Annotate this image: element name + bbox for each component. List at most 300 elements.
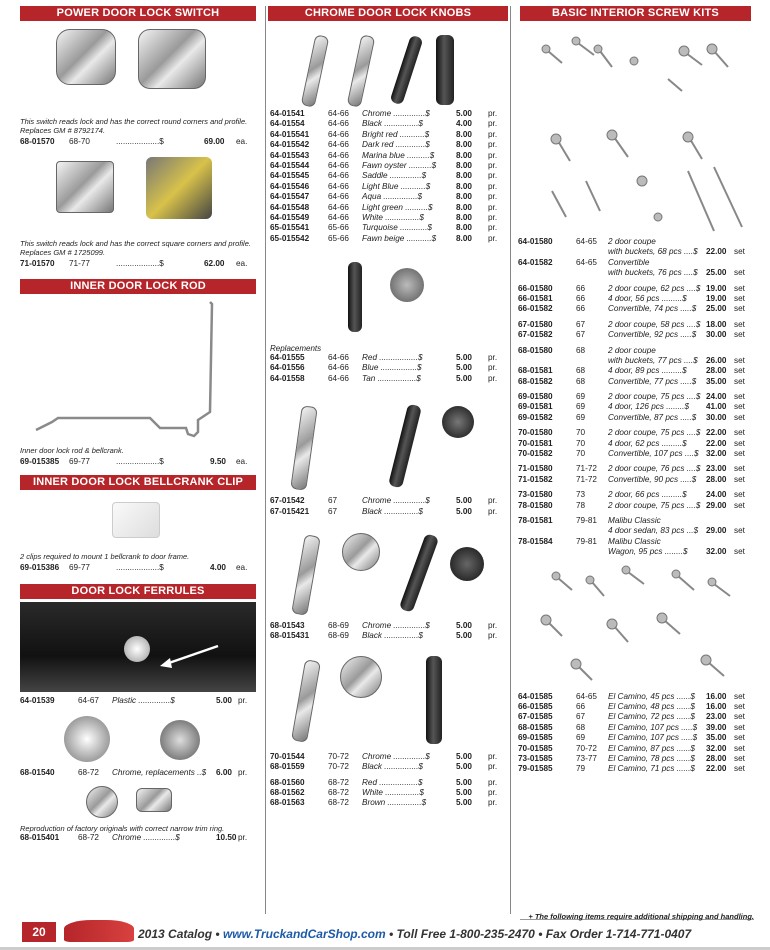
chrome-knob-image xyxy=(301,34,330,107)
part-price: 19.00 xyxy=(706,293,727,303)
part-description: Convertible, 77 pcs .....$ xyxy=(608,376,697,386)
part-price: 8.00 xyxy=(456,129,472,139)
part-price: 28.00 xyxy=(706,474,727,484)
part-price: 5.00 xyxy=(456,506,472,516)
part-description: Malibu Classic xyxy=(608,536,661,546)
chrome-knob-image xyxy=(291,534,321,616)
part-row xyxy=(20,137,256,147)
part-number: 67-01585 xyxy=(518,712,553,722)
part-price: 41.00 xyxy=(706,402,727,412)
knob-top-image xyxy=(390,268,424,302)
part-row xyxy=(270,507,510,517)
part-unit: pr. xyxy=(488,777,498,787)
part-number: 64-015548 xyxy=(270,202,310,212)
knobs-photo-5 xyxy=(266,646,510,752)
part-description: El Camino, 78 pcs ......$ xyxy=(608,753,695,763)
part-years: 69 xyxy=(576,392,586,402)
part-years: 64-66 xyxy=(328,160,349,170)
part-description: Chrome ..............$ xyxy=(112,833,180,843)
part-unit: set xyxy=(734,392,745,402)
page-footer xyxy=(0,914,770,950)
dot-leader: ...................$ xyxy=(116,137,164,146)
black-knob-image xyxy=(426,656,442,744)
part-description: Black ...............$ xyxy=(362,631,423,641)
part-row xyxy=(518,366,753,376)
part-years: 64-66 xyxy=(328,373,349,383)
part-years: 64-66 xyxy=(328,129,349,139)
part-description: 4 door, 56 pcs .........$ xyxy=(608,293,687,303)
part-description: Red .................$ xyxy=(362,777,423,787)
part-number: 64-015543 xyxy=(270,150,310,160)
part-description-line2: 4 door sedan, 83 pcs ...$ xyxy=(608,526,699,536)
part-unit: set xyxy=(734,304,745,314)
screw-kit-list-1 xyxy=(518,237,753,558)
part-price: 8.00 xyxy=(456,160,472,170)
part-years: 68-69 xyxy=(328,621,349,631)
part-number: 64-015546 xyxy=(270,181,310,191)
part-price: 16.00 xyxy=(706,691,727,701)
part-number: 70-01544 xyxy=(270,751,305,761)
part-number: 64-01558 xyxy=(270,373,305,383)
part-unit: pr. xyxy=(488,181,498,191)
part-price: 8.00 xyxy=(456,233,472,243)
part-number: 64-015542 xyxy=(270,140,310,150)
ferrule-ring-image xyxy=(64,716,110,762)
part-unit: set xyxy=(734,712,745,722)
part-description: El Camino, 87 pcs ......$ xyxy=(608,743,695,753)
part-number: 68-01543 xyxy=(270,621,305,631)
part-price: 62.00 xyxy=(204,259,225,269)
part-row xyxy=(518,702,753,712)
part-description: El Camino, 45 pcs ......$ xyxy=(608,691,695,701)
website-link[interactable]: www.TruckandCarShop.com xyxy=(222,927,386,941)
screws-image xyxy=(518,562,753,692)
part-description: Turquoise ............$ xyxy=(362,223,432,233)
part-row xyxy=(518,428,753,438)
part-unit: set xyxy=(734,500,745,510)
part-number: 67-01542 xyxy=(270,496,305,506)
part-unit: pr. xyxy=(488,140,498,150)
dot-leader: ...................$ xyxy=(116,563,164,573)
part-number: 68-01580 xyxy=(518,345,553,355)
part-description: Chrome ..............$ xyxy=(362,109,430,118)
part-number: 78-01580 xyxy=(518,500,553,510)
part-price: 19.00 xyxy=(706,283,727,293)
part-number: 71-01582 xyxy=(518,474,553,484)
part-row xyxy=(270,788,510,798)
part-description: Red .................$ xyxy=(362,353,423,363)
part-price: 6.00 xyxy=(216,767,232,777)
part-unit: pr. xyxy=(488,751,498,761)
part-row xyxy=(270,496,510,506)
part-years: 65-66 xyxy=(328,223,349,233)
knobs-list-3 xyxy=(266,496,510,517)
part-row xyxy=(270,130,510,140)
part-number: 64-015541 xyxy=(270,129,310,139)
part-row xyxy=(270,109,510,119)
part-price: 4.00 xyxy=(456,119,472,129)
part-number: 69-01581 xyxy=(518,402,553,412)
part-years: 79 xyxy=(576,764,586,774)
part-description: 2 door coupe, 75 pcs ....$ xyxy=(608,392,701,402)
screw-kit-photo-2 xyxy=(518,562,753,692)
part-number: 64-01555 xyxy=(270,353,305,363)
switch-square-front-image xyxy=(56,161,114,213)
part-description-line2: Wagon, 95 pcs ........$ xyxy=(608,547,688,557)
part-row xyxy=(270,374,510,384)
part-years: 64-66 xyxy=(328,212,349,222)
part-description: Chrome, replacements ..$ xyxy=(112,767,207,777)
part-number: 66-01580 xyxy=(518,283,553,293)
part-unit: pr. xyxy=(238,767,248,777)
part-years: 64-66 xyxy=(328,150,349,160)
part-number: 78-01584 xyxy=(518,536,553,546)
part-years: 67 xyxy=(576,712,586,722)
part-number: 64-01554 xyxy=(270,119,305,129)
part-row xyxy=(270,140,510,150)
part-years: 68 xyxy=(576,376,586,386)
bellcrank-clip-image xyxy=(112,502,160,538)
part-description: Chrome ..............$ xyxy=(362,751,430,761)
part-years: 64-67 xyxy=(78,695,99,705)
column-middle xyxy=(265,6,511,914)
part-years: 64-65 xyxy=(576,257,597,267)
knobs-photo-4 xyxy=(266,521,510,621)
part-row xyxy=(518,346,753,367)
part-years: 67 xyxy=(328,496,338,506)
part-years: 64-66 xyxy=(328,119,349,129)
part-price: 8.00 xyxy=(456,140,472,150)
part-price: 5.00 xyxy=(456,353,472,363)
ferrule-chrome-photo xyxy=(20,778,256,824)
replacements-label: Replacements xyxy=(270,344,322,354)
part-row xyxy=(518,439,753,449)
section-header-chrome-knobs: CHROME DOOR LOCK KNOBS xyxy=(268,6,508,21)
part-price: 69.00 xyxy=(204,137,225,146)
part-number: 66-01585 xyxy=(518,701,553,711)
part-row xyxy=(518,723,753,733)
part-unit: pr. xyxy=(488,171,498,181)
part-row xyxy=(518,712,753,722)
screws-image xyxy=(518,21,753,237)
part-years: 68 xyxy=(576,722,586,732)
part-description: 2 door coupe, 62 pcs ....$ xyxy=(608,283,701,293)
part-price: 5.00 xyxy=(456,109,472,118)
part-number: 68-01581 xyxy=(518,366,553,376)
part-description: 2 door coupe xyxy=(608,237,656,246)
part-years: 78 xyxy=(576,500,586,510)
part-years: 69-77 xyxy=(69,456,90,466)
part-unit: set xyxy=(734,490,745,500)
part-number: 68-01540 xyxy=(20,767,55,777)
part-number: 64-01580 xyxy=(518,237,553,246)
part-row xyxy=(518,392,753,402)
part-price: 29.00 xyxy=(706,500,727,510)
part-years: 65-66 xyxy=(328,233,349,243)
part-row xyxy=(518,304,753,314)
part-price: 8.00 xyxy=(456,171,472,181)
part-number: 70-01580 xyxy=(518,428,553,438)
part-unit: pr. xyxy=(238,833,248,843)
part-row xyxy=(518,320,753,330)
part-unit: set xyxy=(734,743,745,753)
part-description: El Camino, 107 pcs .....$ xyxy=(608,722,698,732)
part-row xyxy=(518,258,753,279)
bullet-separator: • xyxy=(388,927,394,941)
catalog-label: 2013 Catalog xyxy=(138,927,213,941)
part-description: Fawn beige ...........$ xyxy=(362,233,437,243)
part-years: 66 xyxy=(576,283,586,293)
part-price: 22.00 xyxy=(706,428,727,438)
part-years: 68 xyxy=(576,345,586,355)
part-unit: set xyxy=(734,753,745,763)
ferrule-parts-photo xyxy=(20,706,256,768)
part-description: White ...............$ xyxy=(362,787,424,797)
part-unit: ea. xyxy=(236,456,248,466)
part-unit: pr. xyxy=(488,223,498,233)
part-price: 5.00 xyxy=(456,798,472,808)
part-unit: set xyxy=(734,701,745,711)
part-description: Convertible, 92 pcs .....$ xyxy=(608,330,697,340)
part-description: 2 door coupe xyxy=(608,345,656,355)
part-row xyxy=(20,768,256,778)
part-price: 9.50 xyxy=(210,456,226,466)
part-price: 5.00 xyxy=(456,762,472,772)
part-years: 69-77 xyxy=(69,563,90,573)
part-number: 64-015544 xyxy=(270,160,310,170)
part-row xyxy=(270,203,510,213)
part-row xyxy=(20,696,256,706)
part-price: 29.00 xyxy=(706,526,727,536)
part-number: 71-01570 xyxy=(20,259,55,269)
part-row xyxy=(518,284,753,294)
part-row xyxy=(270,119,510,129)
part-unit: pr. xyxy=(488,496,498,506)
part-price: 24.00 xyxy=(706,490,727,500)
part-row xyxy=(20,563,256,573)
part-years: 64-66 xyxy=(328,171,349,181)
part-years: 66 xyxy=(576,304,586,314)
part-description: 2 door, 66 pcs .........$ xyxy=(608,490,687,500)
part-unit: ea. xyxy=(236,137,248,146)
part-number: 68-015401 xyxy=(20,833,60,843)
part-price: 16.00 xyxy=(706,701,727,711)
ferrule-side-image xyxy=(136,788,172,812)
bullet-separator: • xyxy=(215,927,220,941)
chrome-knob-image xyxy=(347,34,376,107)
part-description: El Camino, 72 pcs ......$ xyxy=(608,712,695,722)
ferrule-list xyxy=(20,696,256,844)
part-unit: pr. xyxy=(488,160,498,170)
power-switch-round-description: This switch reads lock and has the correct round corners and profile. Replaces GM # 8792174. xyxy=(20,117,248,135)
part-number: 67-01580 xyxy=(518,319,553,329)
part-description: 4 door, 89 pcs .........$ xyxy=(608,366,687,376)
part-number: 68-01563 xyxy=(270,798,305,808)
part-description: White ...............$ xyxy=(362,212,424,222)
part-price: 24.00 xyxy=(706,392,727,402)
part-number: 70-01581 xyxy=(518,438,553,448)
part-unit: pr. xyxy=(488,373,498,383)
part-years: 64-65 xyxy=(576,237,597,246)
part-unit: pr. xyxy=(488,363,498,373)
part-row xyxy=(270,798,510,808)
part-row xyxy=(270,778,510,788)
part-row xyxy=(518,744,753,754)
part-number: 68-01560 xyxy=(270,777,305,787)
part-row xyxy=(518,330,753,340)
part-years: 66 xyxy=(576,701,586,711)
part-unit: pr. xyxy=(488,119,498,129)
part-description: El Camino, 48 pcs ......$ xyxy=(608,701,695,711)
part-description: Blue ................$ xyxy=(362,363,422,373)
part-number: 64-01582 xyxy=(518,257,553,267)
power-switch-square-description: This switch reads lock and has the correct square corners and profile. Replaces GM # 1725099. xyxy=(20,239,251,258)
part-row xyxy=(270,752,510,762)
part-price: 22.00 xyxy=(706,438,727,448)
part-description: Black ...............$ xyxy=(362,119,423,129)
part-number: 79-01585 xyxy=(518,764,553,774)
part-unit: pr. xyxy=(488,762,498,772)
part-unit: set xyxy=(734,449,745,459)
part-row xyxy=(518,449,753,459)
part-description: Brown ...............$ xyxy=(362,798,427,808)
part-unit: pr. xyxy=(488,631,498,641)
part-description: Dark red .............$ xyxy=(362,140,430,150)
arrow-icon xyxy=(20,602,256,692)
part-years: 64-66 xyxy=(328,192,349,202)
bellcrank-clip-photo xyxy=(20,490,256,552)
part-unit: pr. xyxy=(488,621,498,631)
part-unit: pr. xyxy=(488,150,498,160)
part-description: Tan .................$ xyxy=(362,373,421,383)
chrome-knob-top-image xyxy=(342,533,380,571)
part-description: El Camino, 107 pcs .....$ xyxy=(608,733,698,743)
part-unit: pr. xyxy=(488,129,498,139)
part-years: 69 xyxy=(576,412,586,422)
part-unit: set xyxy=(734,376,745,386)
part-unit: pr. xyxy=(238,695,248,705)
part-price: 32.00 xyxy=(706,449,727,459)
part-row xyxy=(518,754,753,764)
part-price: 8.00 xyxy=(456,192,472,202)
part-unit: ea. xyxy=(236,259,248,269)
section-header-ferrules: DOOR LOCK FERRULES xyxy=(20,584,256,599)
part-years: 64-66 xyxy=(328,140,349,150)
part-unit: set xyxy=(734,412,745,422)
part-price: 22.00 xyxy=(706,764,727,774)
part-row xyxy=(270,631,510,641)
part-description: 2 door coupe, 75 pcs ....$ xyxy=(608,428,701,438)
part-price: 5.00 xyxy=(456,373,472,383)
part-number: 64-015549 xyxy=(270,212,310,222)
part-row xyxy=(518,490,753,500)
switch-square-back-image xyxy=(146,157,212,219)
part-row xyxy=(270,161,510,171)
part-price: 39.00 xyxy=(706,722,727,732)
part-number: 68-01562 xyxy=(270,787,305,797)
part-years: 68-72 xyxy=(328,798,349,808)
part-years: 79-81 xyxy=(576,515,597,525)
part-price: 32.00 xyxy=(706,743,727,753)
chrome-knob-image xyxy=(291,659,321,743)
part-unit: set xyxy=(734,733,745,743)
part-unit: ea. xyxy=(236,563,248,573)
part-row xyxy=(270,621,510,631)
section-header-screw-kits: BASIC INTERIOR SCREW KITS xyxy=(520,6,751,21)
knobs-list-5 xyxy=(266,752,510,809)
knobs-photo-1 xyxy=(266,21,510,109)
part-price: 8.00 xyxy=(456,150,472,160)
part-row xyxy=(518,475,753,485)
part-years: 67 xyxy=(576,319,586,329)
part-row xyxy=(270,353,510,363)
part-description: Aqua ...............$ xyxy=(362,192,423,202)
car-logo-icon xyxy=(64,920,134,942)
part-number: 68-015431 xyxy=(270,631,310,641)
part-number: 66-01582 xyxy=(518,304,553,314)
part-description: 2 door coupe, 76 pcs ....$ xyxy=(608,464,701,474)
part-row xyxy=(270,182,510,192)
toll-free-number: Toll Free 1-800-235-2470 xyxy=(396,927,535,941)
part-years: 64-66 xyxy=(328,363,349,373)
dot-leader: ...................$ xyxy=(116,259,164,269)
part-description: Light Blue ...........$ xyxy=(362,181,431,191)
part-unit: set xyxy=(734,474,745,484)
section-header-power-switch: POWER DOOR LOCK SWITCH xyxy=(20,6,256,21)
part-description: Malibu Classic xyxy=(608,515,661,525)
part-description: 4 door, 62 pcs .........$ xyxy=(608,438,687,448)
part-number: 64-01539 xyxy=(20,695,55,705)
ferrule-chrome-image xyxy=(86,786,118,818)
part-row xyxy=(518,692,753,702)
part-price: 5.00 xyxy=(456,621,472,631)
inner-rod-description: Inner door lock rod & bellcrank. xyxy=(20,445,124,455)
bullet-separator: • xyxy=(538,927,543,941)
part-price: 5.00 xyxy=(456,631,472,641)
part-unit: pr. xyxy=(488,506,498,516)
part-price: 8.00 xyxy=(456,202,472,212)
part-years: 70 xyxy=(576,438,586,448)
part-price: 30.00 xyxy=(706,412,727,422)
part-years: 64-66 xyxy=(328,181,349,191)
black-knob-image xyxy=(390,35,424,106)
chrome-knob-image xyxy=(290,406,318,491)
part-description: Plastic ..............$ xyxy=(112,695,175,705)
part-years: 68-69 xyxy=(328,631,349,641)
part-description: Black ...............$ xyxy=(362,506,423,516)
part-years: 71-72 xyxy=(576,464,597,474)
part-unit: set xyxy=(734,464,745,474)
part-description: Convertible xyxy=(608,257,650,267)
part-years: 68-72 xyxy=(78,767,99,777)
part-unit: set xyxy=(734,319,745,329)
part-row xyxy=(518,516,753,537)
ferrule-description: Reproduction of factory originals with correct narrow trim ring. xyxy=(20,824,225,834)
part-price: 10.50 xyxy=(216,833,237,843)
part-row xyxy=(518,377,753,387)
part-unit: pr. xyxy=(488,192,498,202)
part-price: 8.00 xyxy=(456,212,472,222)
part-unit: pr. xyxy=(488,787,498,797)
part-years: 79-81 xyxy=(576,536,597,546)
part-description: Saddle ..............$ xyxy=(362,171,427,181)
part-years: 68-70 xyxy=(69,137,90,146)
part-row xyxy=(20,833,256,843)
part-price: 35.00 xyxy=(706,733,727,743)
part-number: 64-01585 xyxy=(518,691,553,701)
part-description: Light green ..........$ xyxy=(362,202,433,212)
part-years: 73 xyxy=(576,490,586,500)
